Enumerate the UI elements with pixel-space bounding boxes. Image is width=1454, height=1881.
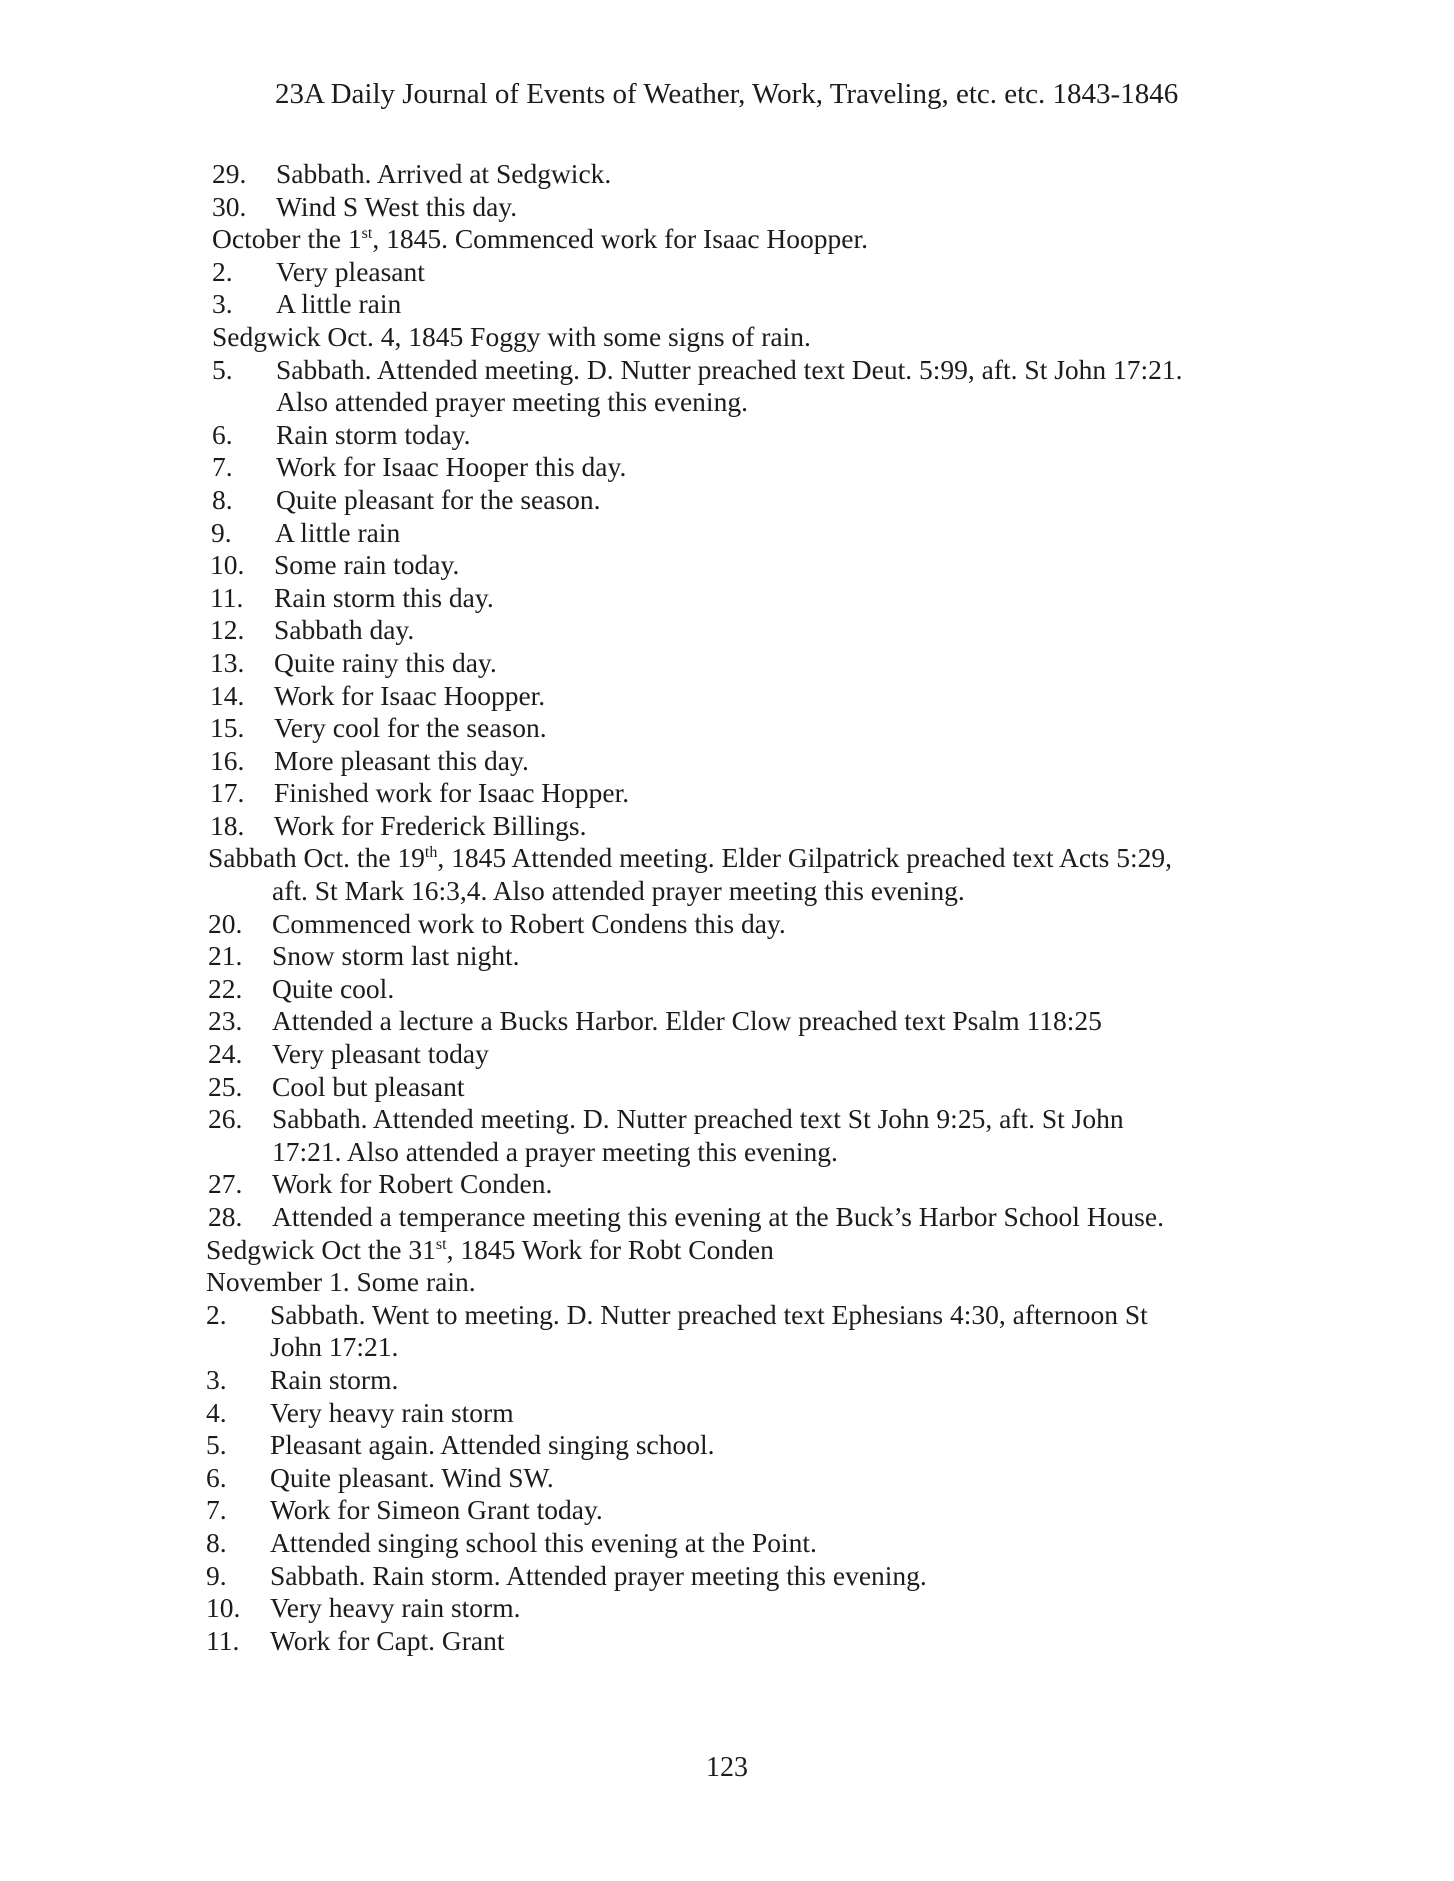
entry-text-rest: , 1845 Work for Robt Conden xyxy=(446,1233,774,1265)
entry-text: Quite rainy this day. xyxy=(274,646,497,678)
ordinal-suffix: th xyxy=(424,844,438,862)
entry-text: Very pleasant today xyxy=(272,1038,489,1070)
entry-text: Sabbath day. xyxy=(274,614,415,646)
entry-text: A little rain xyxy=(276,288,402,320)
journal-entry xyxy=(212,223,1454,256)
entry-text: Attended a temperance meeting this evening at the Buck’s Harbor School House. xyxy=(272,1201,1164,1232)
entry-number: 27. xyxy=(208,1168,243,1200)
entry-text: Finished work for Isaac Hopper. xyxy=(274,777,630,809)
entry-number: 21. xyxy=(208,940,243,972)
entry-number: 23. xyxy=(208,1005,243,1037)
journal-entry xyxy=(208,1071,1454,1104)
entry-text: Quite cool. xyxy=(272,972,395,1004)
journal-entry xyxy=(212,354,1454,419)
entry-number: 3. xyxy=(206,1363,227,1395)
entry-text: Very heavy rain storm xyxy=(270,1396,514,1428)
journal-entry xyxy=(206,1560,1454,1593)
journal-entry xyxy=(208,1005,1454,1038)
entry-text: Quite pleasant for the season. xyxy=(276,483,601,515)
entry-number: 17. xyxy=(210,777,245,809)
entry-text-rest: , 1845 Attended meeting. Elder Gilpatrick preached text Acts 5:29, xyxy=(437,842,1173,874)
entry-number: 14. xyxy=(210,679,245,711)
entry-text: Commenced work to Robert Condens this day. xyxy=(272,907,786,939)
journal-entry xyxy=(212,484,1454,517)
entry-text: Sabbath. Rain storm. Attended prayer meeting this evening. xyxy=(270,1559,927,1591)
journal-entry xyxy=(212,288,1454,321)
entry-text-continued: aft. St Mark 16:3,4. Also attended prayer meeting this evening. xyxy=(272,875,965,907)
entry-text: Work for Capt. Grant xyxy=(270,1624,505,1656)
entry-number: 15. xyxy=(210,712,245,744)
journal-entry xyxy=(210,582,1454,615)
entry-text xyxy=(206,1234,774,1267)
entry-number: 28. xyxy=(208,1201,243,1232)
journal-entry xyxy=(206,1397,1454,1430)
entry-number: 25. xyxy=(208,1070,243,1102)
journal-entry xyxy=(206,1494,1454,1527)
entry-text-lead: Sabbath Oct. the 19 xyxy=(208,842,425,874)
journal-entry xyxy=(206,1462,1454,1495)
entry-number: 22. xyxy=(208,972,243,1004)
ordinal-suffix: st xyxy=(435,1235,447,1253)
journal-entry xyxy=(206,1625,1454,1658)
entry-number: 20. xyxy=(208,907,243,939)
journal-entry xyxy=(206,1234,1454,1267)
entry-text: Pleasant again. Attended singing school. xyxy=(270,1429,715,1461)
journal-entries xyxy=(0,158,1454,1657)
entry-text: Very pleasant xyxy=(276,255,425,287)
journal-entry xyxy=(206,1299,1454,1364)
ordinal-suffix: st xyxy=(361,225,373,243)
entry-text: Work for Robert Conden. xyxy=(272,1168,553,1200)
entry-number: 18. xyxy=(210,809,245,841)
entry-text: Sabbath. Attended meeting. D. Nutter preached text St John 9:25, aft. St John xyxy=(272,1103,1124,1135)
entry-text: Sedgwick Oct. 4, 1845 Foggy with some signs of rain. xyxy=(212,320,811,352)
entry-number: 13. xyxy=(210,646,245,678)
entry-text: Sabbath. Went to meeting. D. Nutter preached text Ephesians 4:30, afternoon St xyxy=(270,1298,1148,1330)
journal-entry xyxy=(210,810,1454,843)
entry-number: 2. xyxy=(206,1298,227,1330)
journal-entry xyxy=(210,745,1454,778)
journal-entry xyxy=(208,940,1454,973)
entry-text: A little rain xyxy=(275,516,401,548)
entry-text-continued: Also attended prayer meeting this evening. xyxy=(276,386,748,418)
entry-number: 6. xyxy=(212,418,233,450)
journal-entry xyxy=(212,191,1454,224)
journal-entry xyxy=(206,1266,1454,1299)
entry-text: More pleasant this day. xyxy=(274,744,529,776)
entry-number: 10. xyxy=(206,1592,241,1624)
journal-entry xyxy=(208,1103,1454,1168)
entry-number: 5. xyxy=(212,353,233,385)
entry-number: 29. xyxy=(212,158,247,189)
entry-text: Rain storm. xyxy=(270,1363,399,1395)
entry-text-continued: 17:21. Also attended a prayer meeting this evening. xyxy=(272,1135,838,1167)
journal-entry xyxy=(212,451,1454,484)
journal-entry xyxy=(206,1592,1454,1625)
journal-entry xyxy=(208,842,1454,907)
entry-number: 8. xyxy=(212,483,233,515)
journal-entry xyxy=(212,419,1454,452)
entry-text-rest: , 1845. Commenced work for Isaac Hoopper. xyxy=(372,223,868,255)
entry-text: Very cool for the season. xyxy=(274,712,547,744)
journal-entry xyxy=(210,614,1454,647)
journal-entry xyxy=(212,321,1454,354)
journal-entry xyxy=(210,549,1454,582)
journal-entry xyxy=(211,517,1454,550)
entry-text xyxy=(212,223,868,256)
journal-entry xyxy=(210,647,1454,680)
journal-entry xyxy=(206,1364,1454,1397)
journal-entry xyxy=(206,1527,1454,1560)
entry-text: Sabbath. Attended meeting. D. Nutter preached text Deut. 5:99, aft. St John 17:21. xyxy=(276,353,1183,385)
entry-text: Rain storm this day. xyxy=(274,581,494,613)
entry-text: Work for Frederick Billings. xyxy=(274,809,587,841)
entry-text: Attended a lecture a Bucks Harbor. Elder Clow preached text Psalm 118:25 xyxy=(272,1005,1102,1037)
entry-text-lead: October the 1 xyxy=(212,223,362,255)
entry-number: 7. xyxy=(206,1494,227,1526)
entry-text: Work for Isaac Hooper this day. xyxy=(276,451,627,483)
entry-number: 24. xyxy=(208,1038,243,1070)
entry-number: 4. xyxy=(206,1396,227,1428)
page-number: 123 xyxy=(706,1752,748,1783)
entry-text: Very heavy rain storm. xyxy=(270,1592,521,1624)
entry-number: 26. xyxy=(208,1103,243,1135)
entry-number: 8. xyxy=(206,1526,227,1558)
entry-number: 6. xyxy=(206,1461,227,1493)
entry-number: 11. xyxy=(210,581,244,613)
entry-number: 11. xyxy=(206,1624,240,1656)
journal-entry xyxy=(208,908,1454,941)
journal-entry xyxy=(210,712,1454,745)
entry-number: 16. xyxy=(210,744,245,776)
entry-text: Cool but pleasant xyxy=(272,1070,465,1102)
entry-text: Quite pleasant. Wind SW. xyxy=(270,1461,554,1493)
entry-text-lead: Sedgwick Oct the 31 xyxy=(206,1233,436,1265)
entry-text: Rain storm today. xyxy=(276,418,471,450)
entry-number: 10. xyxy=(210,549,245,581)
entry-text: Snow storm last night. xyxy=(272,940,520,972)
journal-entry xyxy=(208,1038,1454,1071)
entry-number: 2. xyxy=(212,255,233,287)
entry-number: 30. xyxy=(212,190,247,222)
page-title: 23A Daily Journal of Events of Weather, Work, Traveling, etc. etc. 1843-1846 xyxy=(275,78,1179,110)
entry-number: 9. xyxy=(211,516,232,548)
journal-entry xyxy=(206,1429,1454,1462)
entry-text: Work for Simeon Grant today. xyxy=(270,1494,603,1526)
entry-number: 5. xyxy=(206,1429,227,1461)
entry-text: November 1. Some rain. xyxy=(206,1266,476,1298)
entry-text: Some rain today. xyxy=(274,549,460,581)
journal-entry xyxy=(210,777,1454,810)
entry-number: 12. xyxy=(210,614,245,646)
entry-number: 3. xyxy=(212,288,233,320)
journal-entry xyxy=(210,680,1454,713)
journal-entry xyxy=(208,973,1454,1006)
journal-entry xyxy=(212,158,1454,191)
entry-text: Wind S West this day. xyxy=(276,190,518,222)
entry-text-continued: John 17:21. xyxy=(270,1331,399,1363)
entry-number: 9. xyxy=(206,1559,227,1591)
journal-entry xyxy=(208,1201,1454,1234)
entry-text: Attended singing school this evening at the Point. xyxy=(270,1526,817,1558)
entry-text xyxy=(208,842,1172,875)
entry-text: Work for Isaac Hoopper. xyxy=(274,679,546,711)
journal-entry xyxy=(212,256,1454,289)
entry-text: Sabbath. Arrived at Sedgwick. xyxy=(276,158,612,189)
entry-number: 7. xyxy=(212,451,233,483)
journal-entry xyxy=(208,1168,1454,1201)
